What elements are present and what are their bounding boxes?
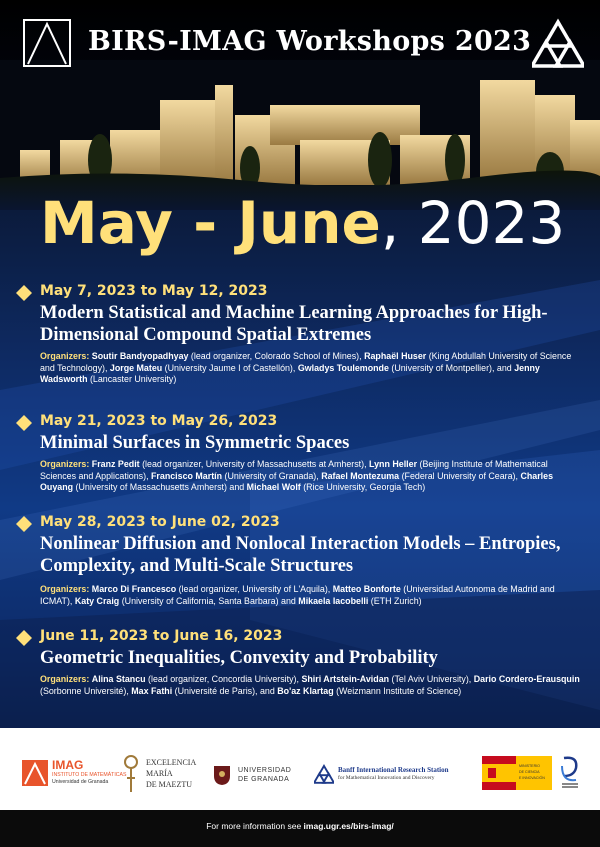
imag-line2: Universidad de Granada xyxy=(52,779,109,785)
hero-dates xyxy=(40,188,580,259)
organizer-affiliation: (ETH Zurich) xyxy=(368,595,422,606)
imag-square-logo-icon xyxy=(22,18,72,68)
organizers-label: Organizers: xyxy=(40,459,90,469)
event-title: Geometric Inequalities, Convexity and Probability xyxy=(40,648,438,668)
organizer-name: Soutir Bandyopadhyay xyxy=(91,351,189,361)
organizers-label: Organizers: xyxy=(40,351,90,361)
event-date: May 28, 2023 to June 02, 2023 xyxy=(40,514,280,530)
organizer-name: Michael Wolf xyxy=(246,482,301,493)
organizer-name: Mikaela Iacobelli xyxy=(298,595,369,606)
event-title: Minimal Surfaces in Symmetric Spaces xyxy=(40,433,350,453)
organizer-name: Jorge Mateu xyxy=(109,362,163,373)
organizer-name: Lynn Heller xyxy=(369,459,418,469)
event-date: May 21, 2023 to May 26, 2023 xyxy=(40,413,278,429)
organizer-name: Franz Pedit xyxy=(91,459,140,469)
birs-logo xyxy=(314,762,474,788)
organizer-affiliation: (Weizmann Institute of Science) xyxy=(333,685,462,696)
imag-line1: INSTITUTO DE MATEMÁTICAS xyxy=(52,772,127,778)
organizer-affiliation: (University Jaume I of Castellón), xyxy=(162,362,298,373)
excelencia-line3: DE MAEZTU xyxy=(146,780,192,789)
organizer-affiliation: (Tel Aviv University), xyxy=(389,674,474,684)
organizer-affiliation: (Beijing Institute of Mathematical Sciences and Applications), xyxy=(40,459,548,481)
organizer-name: Charles Ouyang xyxy=(40,470,554,493)
ministerio-line2: DE CIENCIA xyxy=(519,770,540,774)
ministerio-line1: MINISTERIO xyxy=(519,764,540,768)
organizer-name: Francisco Martín xyxy=(151,470,223,481)
event-organizers xyxy=(40,674,585,697)
event-organizers xyxy=(40,351,585,386)
organizer-name: Bo'az Klartag xyxy=(277,685,334,696)
ugr-line1: UNIVERSIDAD xyxy=(238,767,292,774)
ugr-crest-icon xyxy=(212,764,232,786)
organizers-label: Organizers: xyxy=(40,584,90,594)
organizer-affiliation: (University of Granada), xyxy=(222,470,322,481)
birs-logo-icon xyxy=(532,18,584,68)
event-title: Modern Statistical and Machine Learning Approaches for High-Dimensional Compound Spatial Extremes xyxy=(40,303,548,345)
organizer-affiliation: (lead organizer, Colorado School of Mines), xyxy=(188,351,365,361)
ministerio-box xyxy=(516,756,552,790)
footer-info xyxy=(0,821,600,831)
ministerio-line3: E INNOVACIÓN xyxy=(519,776,545,780)
organizer-name: Matteo Bonforte xyxy=(332,584,401,594)
maria-de-maeztu-logo xyxy=(124,752,202,796)
hero-bold: May - June xyxy=(40,189,381,257)
imag-triangle-icon xyxy=(22,760,48,786)
organizer-affiliation: (Rice University, Georgia Tech) xyxy=(300,482,426,493)
event-organizers xyxy=(40,584,585,607)
organizer-affiliation: (lead organizer, University of Massachusetts at Amherst), xyxy=(139,459,370,469)
organizer-affiliation: (University of California, Santa Barbara) and xyxy=(119,595,299,606)
organizer-name: Gwladys Toulemonde xyxy=(297,362,389,373)
footer-info-url[interactable]: imag.ugr.es/birs-imag/ xyxy=(303,821,394,831)
event-date: May 7, 2023 to May 12, 2023 xyxy=(40,283,268,299)
organizer-affiliation: (lead organizer, University of L'Aquila), xyxy=(176,584,333,594)
bullet-diamond-icon xyxy=(16,285,32,301)
event-title: Nonlinear Diffusion and Nonlocal Interaction Models – Entropies, Complexity, and Multi-Scale Structures xyxy=(40,534,561,576)
header-title: BIRS-IMAG Workshops 2023 xyxy=(88,26,532,57)
excelencia-line1: EXCELENCIA xyxy=(146,758,197,767)
event-4 xyxy=(16,628,586,718)
bullet-diamond-icon xyxy=(16,630,32,646)
imag-logo xyxy=(22,758,127,788)
bullet-diamond-icon xyxy=(16,516,32,532)
organizer-affiliation: (Sorbonne Université), xyxy=(40,685,132,696)
organizer-affiliation: (University of Massachusetts Amherst) and xyxy=(73,482,247,493)
ugr-logo xyxy=(212,764,302,788)
event-organizers xyxy=(40,459,585,494)
organizer-affiliation: (Universidad Autonoma de Madrid and ICMAT), xyxy=(40,584,555,606)
organizer-name: Alina Stancu xyxy=(91,674,146,684)
event-2 xyxy=(16,413,586,503)
organizer-affiliation: (King Abdullah University of Science and Technology), xyxy=(40,351,572,373)
organizer-name: Katy Craig xyxy=(74,595,120,606)
organizer-name: Rafael Montezuma xyxy=(321,470,400,481)
hero-year: , 2023 xyxy=(380,189,566,257)
organizer-name: Shiri Artstein-Avidan xyxy=(301,674,390,684)
imag-name: IMAG xyxy=(52,758,84,772)
organizers-label: Organizers: xyxy=(40,674,90,684)
organizer-affiliation: (Lancaster University) xyxy=(87,374,177,385)
birs-line1: Banff International Research Station xyxy=(338,766,449,774)
maeztu-seal-icon xyxy=(124,754,138,794)
organizer-affiliation: (Université de Paris), and xyxy=(172,685,278,696)
birs-line2: for Mathematical Innovation and Discovery xyxy=(338,775,435,781)
organizer-name: Max Fathi xyxy=(131,685,173,696)
birs-triangles-icon xyxy=(314,764,334,784)
organizer-name: Marco Di Francesco xyxy=(91,584,177,594)
organizer-affiliation: (lead organizer, Concordia University), xyxy=(145,674,302,684)
bullet-diamond-icon xyxy=(16,415,32,431)
aei-logo-icon xyxy=(558,754,582,790)
organizer-name: Raphaël Huser xyxy=(364,351,427,361)
organizer-affiliation: (Federal University of Ceara), xyxy=(399,470,521,481)
organizer-name: Dario Cordero-Erausquin xyxy=(473,674,580,684)
event-3 xyxy=(16,514,586,614)
event-date: June 11, 2023 to June 16, 2023 xyxy=(40,628,283,644)
organizer-affiliation: (University of Montpellier), and xyxy=(388,362,515,373)
footer-info-prefix: For more information see xyxy=(206,821,304,831)
ugr-line2: DE GRANADA xyxy=(238,776,290,783)
excelencia-line2: MARÍA xyxy=(146,769,173,778)
ministerio-logo xyxy=(482,756,552,790)
organizer-name: Jenny Wadsworth xyxy=(40,362,540,385)
spain-flag xyxy=(482,756,516,790)
event-1 xyxy=(16,283,586,393)
